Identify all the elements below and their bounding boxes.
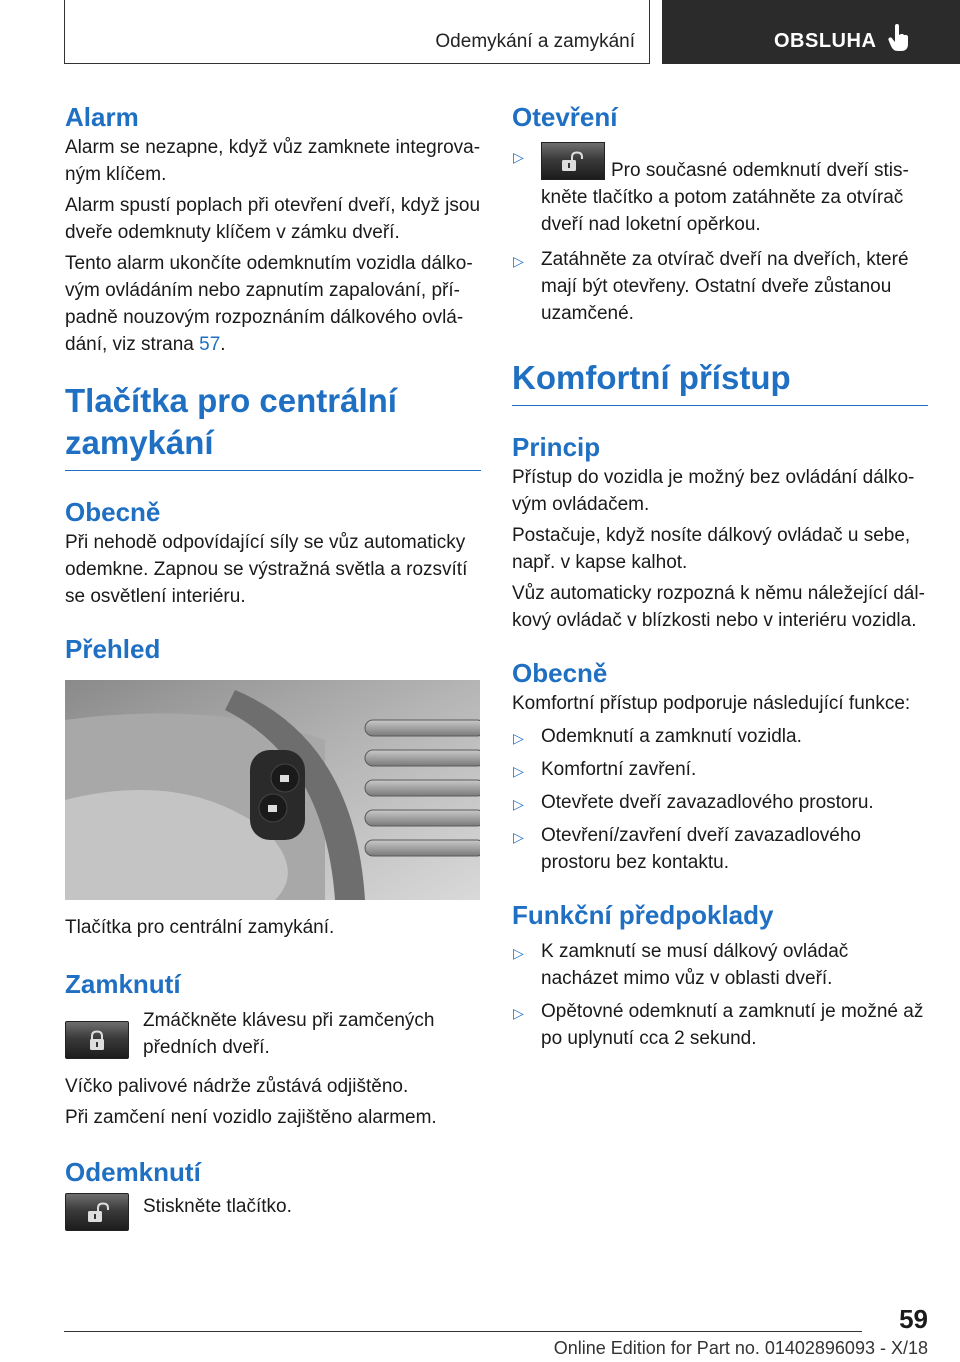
function-item-3: Otevřete dveří zavazadlového prostoru. <box>541 792 874 813</box>
principle-heading: Princip <box>512 432 601 462</box>
lock-paragraph-1: Víčko palivové nádrže zůstává odjištěno. <box>65 1076 409 1097</box>
list-item <box>512 142 928 238</box>
list-item <box>512 789 928 816</box>
open-heading: Otevření <box>512 102 618 132</box>
triangle-right-icon: ▷ <box>513 796 524 812</box>
unlock-key-row <box>65 1193 481 1231</box>
requirement-item-1: K zamknutí se musí dálkový ovládač nacházet mimo vůz v oblasti dveří. <box>541 941 849 989</box>
function-item-4: Otevření/zavření dveří zavazadlového prostoru bez kontaktu. <box>541 825 862 873</box>
hand-pointer-icon <box>888 24 910 52</box>
lock-closed-icon <box>88 1030 106 1052</box>
lock-paragraph-2: Při zamčení není vozidlo zajištěno alarmem. <box>65 1107 437 1128</box>
triangle-right-icon: ▷ <box>513 149 524 165</box>
right-column <box>512 100 928 1052</box>
list-item <box>512 246 928 327</box>
page-reference-link[interactable]: 57 <box>199 334 221 355</box>
requirement-item-2: Opětovné odemknutí a zamknutí je možné až po uplynutí cca 2 sekund. <box>541 1001 924 1049</box>
comfort-access-section-heading: Komfortní přístup <box>512 357 928 406</box>
principle-paragraph-3: Vůz automaticky rozpozná k němu náležející dál‐ kový ovládač v blízkosti nebo v interiéru vozidla. <box>512 583 925 631</box>
lock-key-row <box>65 1007 481 1061</box>
list-item <box>512 822 928 876</box>
comfort-general-paragraph: Komfortní přístup podporuje následující funkce: <box>512 693 911 714</box>
general-paragraph: Při nehodě odpovídající síly se vůz automaticky odemkne. Zapnou se výstražná světla a rozsvítí se osvětlení interiéru. <box>65 532 468 607</box>
alarm-paragraph-3-end: . <box>220 334 226 355</box>
triangle-right-icon: ▷ <box>513 253 524 269</box>
unlock-heading: Odemknutí <box>65 1157 201 1187</box>
lock-open-icon <box>562 151 584 173</box>
list-item <box>512 756 928 783</box>
alarm-paragraph-3 <box>65 250 481 358</box>
photo-caption: Tlačítka pro centrální zamykání. <box>65 917 335 938</box>
alarm-heading: Alarm <box>65 102 139 132</box>
list-item <box>512 723 928 750</box>
page-number: 59 <box>899 1304 928 1334</box>
footer-divider <box>64 1331 862 1332</box>
requirements-heading: Funkční předpoklady <box>512 900 774 930</box>
left-column <box>65 100 481 1231</box>
function-item-2: Komfortní zavření. <box>541 759 697 780</box>
unlock-button-inline <box>541 142 605 180</box>
triangle-right-icon: ▷ <box>513 1005 524 1021</box>
lock-open-icon <box>88 1202 110 1224</box>
list-item <box>512 998 928 1052</box>
triangle-right-icon: ▷ <box>513 763 524 779</box>
comfort-general-heading: Obecně <box>512 658 608 688</box>
principle-paragraph-2: Postačuje, když nosíte dálkový ovládač u sebe, např. v kapse kalhot. <box>512 525 911 573</box>
header-title: Odemykání a zamykání <box>435 31 635 52</box>
open-item-2-text: Zatáhněte za otvírač dveří na dveřích, které mají být otevřeny. Ostatní dveře zůstanou uzamčené. <box>541 249 909 324</box>
lock-button <box>65 1021 129 1059</box>
lock-key-text: Zmáčkněte klávesu při zamčených předních dveří. <box>143 1010 435 1058</box>
header-tab-label: OBSLUHA <box>774 30 877 52</box>
unlock-key-text: Stiskněte tlačítko. <box>143 1196 292 1217</box>
lock-heading: Zamknutí <box>65 969 181 999</box>
door-buttons-photo <box>65 680 480 900</box>
open-item-1-text: Pro současné odemknutí dveří stis‐ kněte tlačítko a potom zatáhněte za otvírač dveří nad loketní opěrkou. <box>541 160 909 235</box>
alarm-paragraph-3-text: Tento alarm ukončíte odemknutím vozidla dálko‐ vým ovládáním nebo zapnutím zapalování, pří‐ padně nouzovým rozpoznáním dálkového ovlá‐ dání, viz strana <box>65 253 473 355</box>
list-item <box>512 938 928 992</box>
general-heading: Obecně <box>65 497 161 527</box>
footer-edition: Online Edition for Part no. 01402896093 - X/18 <box>553 1338 928 1358</box>
alarm-paragraph-2: Alarm spustí poplach při otevření dveří, když jsou dveře odemknuty klíčem v zámku dveří. <box>65 195 481 243</box>
overview-heading: Přehled <box>65 634 161 664</box>
alarm-paragraph-1: Alarm se nezapne, když vůz zamknete integrova‐ ným klíčem. <box>65 137 481 185</box>
header-section-tab <box>662 0 960 64</box>
principle-paragraph-1: Přístup do vozidla je možný bez ovládání dálko‐ vým ovládačem. <box>512 467 915 515</box>
door-buttons-illustration <box>65 680 480 900</box>
unlock-button <box>65 1193 129 1231</box>
central-locking-section-heading: Tlačítka pro centrální zamykání <box>65 380 481 471</box>
header-title-box <box>64 0 650 64</box>
function-item-1: Odemknutí a zamknutí vozidla. <box>541 726 802 747</box>
triangle-right-icon: ▷ <box>513 829 524 845</box>
triangle-right-icon: ▷ <box>513 730 524 746</box>
triangle-right-icon: ▷ <box>513 945 524 961</box>
